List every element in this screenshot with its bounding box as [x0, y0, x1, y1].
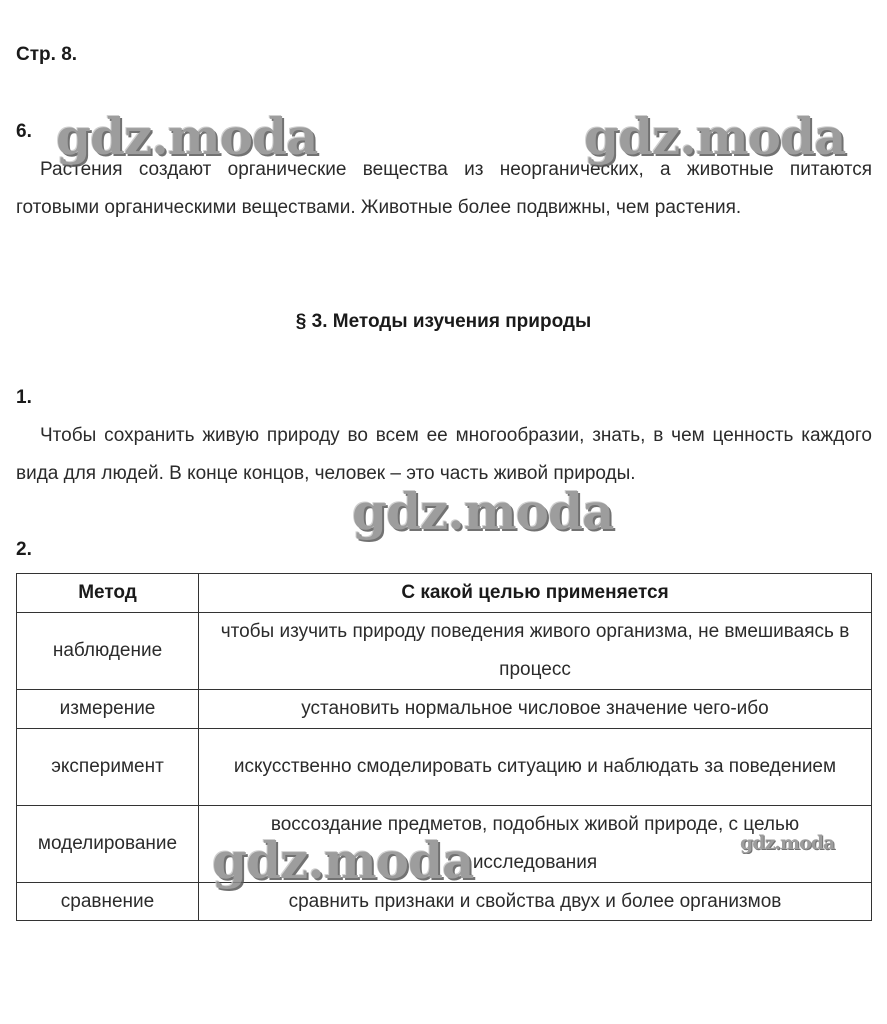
method-cell: моделирование [17, 805, 199, 882]
watermark-logo: gdz.moda [212, 831, 474, 890]
method-cell: измерение [17, 689, 199, 728]
purpose-cell: воссоздание предметов, подобных живой природе, с целью исследования [199, 805, 872, 882]
task-1-answer [16, 417, 872, 492]
watermark-logo: gdz.moda [584, 107, 846, 166]
table-row [17, 689, 872, 728]
section-heading: § 3. Методы изучения природы [295, 311, 592, 332]
task-2-number: 2. [16, 539, 32, 560]
table-row [17, 728, 872, 805]
task-1-number: 1. [16, 387, 32, 408]
purpose-cell: установить нормальное числовое значение чего-ибо [199, 689, 872, 728]
header-purpose: С какой целью применяется [199, 574, 872, 613]
watermark-logo-small: gdz.moda [740, 832, 835, 854]
table-header-row [17, 574, 872, 613]
page-reference: Стр. 8. [16, 44, 78, 65]
watermark-logo: gdz.moda [56, 107, 318, 166]
task-1-text: Чтобы сохранить живую природу во всем ее многообразии, знать, в чем ценность каждого вида для людей. В конце концов, человек – это часть живой природы. [16, 425, 872, 484]
purpose-cell: искусственно смоделировать ситуацию и наблюдать за поведением [199, 728, 872, 805]
watermark-logo: gdz.moda [352, 482, 614, 541]
header-method: Метод [17, 574, 199, 613]
task-6-text: Растения создают органические вещества из неорганических, а животные питаются готовыми органическими веществами. Животные более подвижны, чем растения. [16, 159, 872, 218]
purpose-cell: чтобы изучить природу поведения живого организма, не вмешиваясь в процесс [199, 612, 872, 689]
table-row [17, 612, 872, 689]
method-cell: сравнение [17, 882, 199, 921]
method-cell: наблюдение [17, 612, 199, 689]
purpose-cell: сравнить признаки и свойства двух и более организмов [199, 882, 872, 921]
task-6-number: 6. [16, 121, 32, 142]
method-cell: эксперимент [17, 728, 199, 805]
